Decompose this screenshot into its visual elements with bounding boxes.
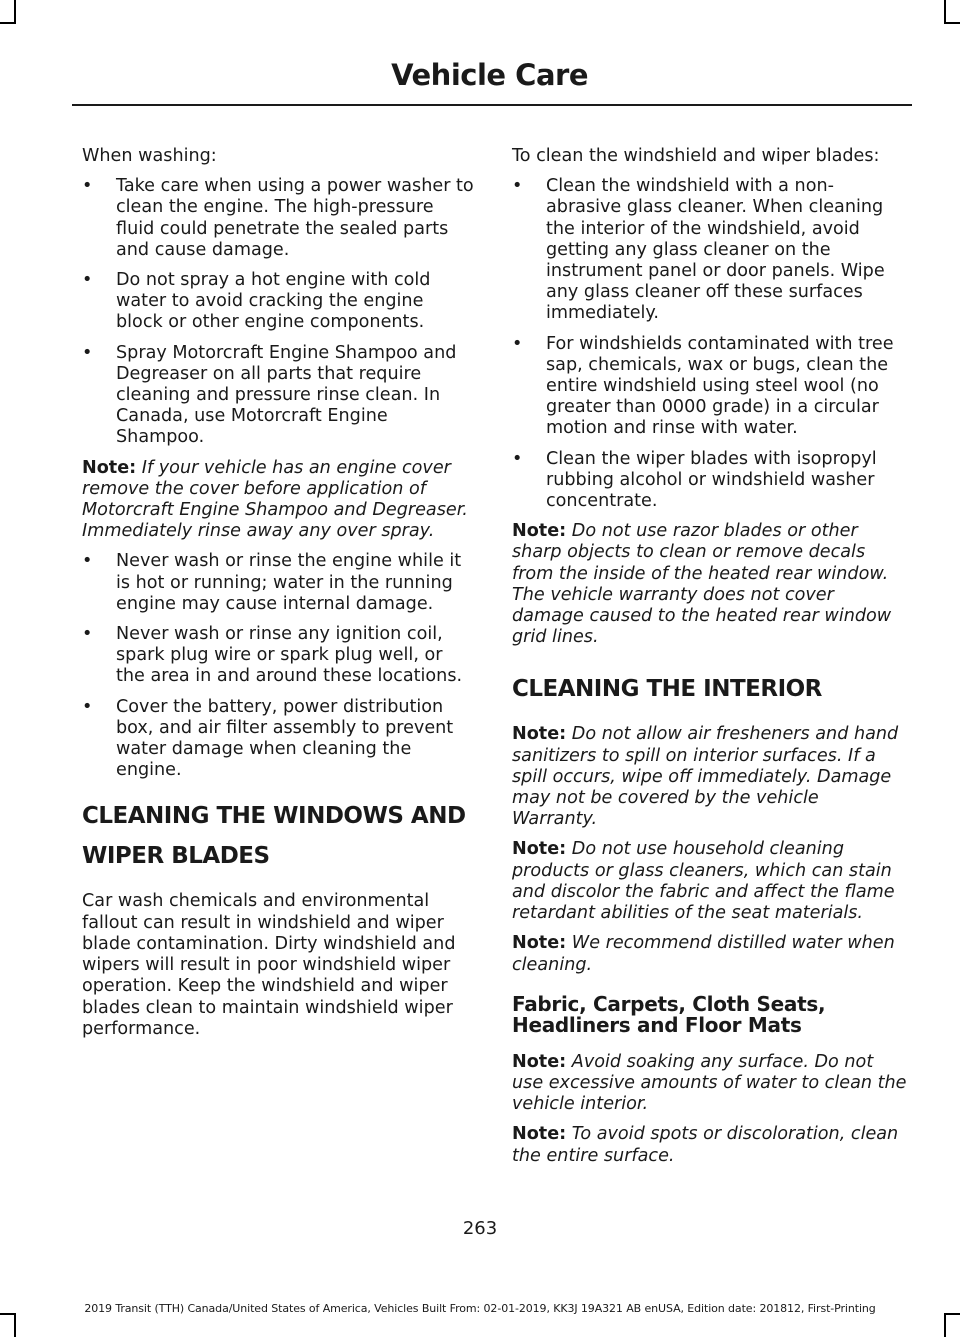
header-rule (72, 104, 912, 106)
discoloration-note (512, 1124, 908, 1166)
note-text: If your vehicle has an engine cover remove the cover before application of Motorcraft Engine Shampoo and Degreaser. Immediately rinse away any over spray. (82, 457, 468, 542)
subheading-line: Headliners and Floor Mats (512, 1012, 802, 1037)
note-text: To avoid spots or discoloration, clean the entire surface. (512, 1124, 899, 1166)
heading-line: WIPER BLADES (82, 843, 270, 870)
razor-blade-note (512, 521, 908, 648)
heading-line: CLEANING THE WINDOWS AND (82, 803, 466, 830)
right-column (512, 146, 908, 1176)
windshield-bullet-list (512, 176, 908, 512)
list-item: • For windshields contaminated with tree sap, chemicals, wax or bugs, clean the entire windshield using steel wool (no greater than 0000 grade) in a circular motion and rinse with water. (512, 334, 908, 440)
crop-mark-top-left-v (14, 0, 16, 24)
household-cleaner-note (512, 839, 908, 924)
windshield-intro: To clean the windshield and wiper blades: (512, 146, 880, 166)
note-label: Note: (512, 839, 567, 860)
list-item: • Take care when using a power washer to clean the engine. The high-pressure fluid could penetrate the sealed parts and cause damage. (82, 176, 474, 261)
list-item: • Clean the windshield with a non-abrasive glass cleaner. When cleaning the interior of the windshield, avoid getting any glass cleaner on the instrument panel or door panels. Wipe any glass cleaner off these surfaces immediately. (512, 176, 908, 324)
list-item: • Cover the battery, power distribution box, and air filter assembly to prevent water damage when cleaning the engine. (82, 697, 474, 782)
left-column (82, 146, 474, 1049)
fabric-carpets-subheading (512, 991, 908, 1037)
list-item: • Clean the wiper blades with isopropyl rubbing alcohol or windshield washer concentrate. (512, 449, 908, 513)
crop-mark-top-right-v (944, 0, 946, 24)
list-item: • Never wash or rinse any ignition coil, spark plug wire or spark plug well, or the area in and around these locations. (82, 624, 474, 688)
windows-paragraph: Car wash chemicals and environmental fallout can result in windshield and wiper blade contamination. Dirty windshield and wipers will result in poor windshield wiper operation. Keep the windshield and wiper blades clean to maintain windshield wiper performance. (82, 891, 456, 1039)
list-item: • Never wash or rinse the engine while it is hot or running; water in the running engine may cause internal damage. (82, 551, 474, 615)
windows-wipers-heading (82, 801, 474, 871)
list-item: • Do not spray a hot engine with cold water to avoid cracking the engine block or other engine components. (82, 270, 474, 334)
note-text: Do not use razor blades or other sharp objects to clean or remove decals from the inside of the heated rear window. The vehicle warranty does not cover damage caused to the heated rear window grid lines. (512, 521, 892, 648)
crop-mark-bottom-right-v (944, 1313, 946, 1337)
crop-mark-top-left-h (0, 22, 16, 24)
subheading-line: Fabric, Carpets, Cloth Seats, (512, 991, 826, 1016)
section-header-title: Vehicle Care (391, 58, 588, 92)
soaking-note (512, 1052, 908, 1116)
footer-edition-info: 2019 Transit (TTH) Canada/United States of America, Vehicles Built From: 02-01-2019, KK3J 19A321 AB enUSA, Edition date: 201812, First-Printing (84, 1302, 876, 1315)
engine-cover-note (82, 458, 474, 543)
note-label: Note: (512, 724, 567, 745)
note-text: We recommend distilled water when cleaning. (512, 933, 895, 975)
note-label: Note: (82, 457, 137, 478)
note-text: Avoid soaking any surface. Do not use excessive amounts of water to clean the vehicle interior. (512, 1051, 907, 1115)
note-label: Note: (512, 933, 567, 954)
crop-mark-top-right-h (944, 22, 960, 24)
list-item: • Spray Motorcraft Engine Shampoo and Degreaser on all parts that require cleaning and pressure rinse clean. In Canada, use Motorcraft Engine Shampoo. (82, 343, 474, 449)
crop-mark-bottom-left-v (14, 1313, 16, 1337)
note-label: Note: (512, 521, 567, 542)
note-label: Note: (512, 1124, 567, 1145)
page-number: 263 (462, 1218, 498, 1239)
washing-bullet-list (82, 176, 474, 448)
note-text: Do not allow air fresheners and hand sanitizers to spill on interior surfaces. If a spill occurs, wipe off immediately. Damage may not be covered by the vehicle Warranty. (512, 724, 899, 830)
note-label: Note: (512, 1051, 567, 1072)
washing-intro: When washing: (82, 146, 217, 166)
air-freshener-note (512, 724, 908, 830)
note-text: Do not use household cleaning products or glass cleaners, which can stain and discolor the fabric and affect the flame retardant abilities of the seat materials. (512, 839, 895, 924)
cleaning-interior-heading: CLEANING THE INTERIOR (512, 676, 822, 703)
distilled-water-note (512, 933, 908, 975)
engine-rinse-bullet-list (82, 551, 474, 781)
